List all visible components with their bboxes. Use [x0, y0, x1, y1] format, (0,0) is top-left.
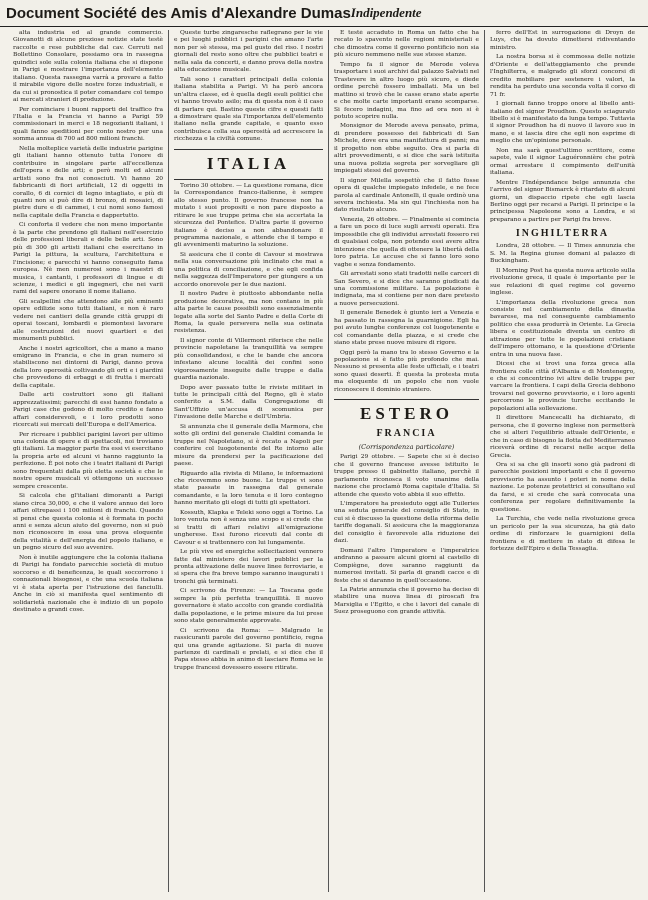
correspondent-note: (Corrispondenza particolare) [358, 443, 455, 452]
section-divider [174, 179, 323, 180]
paragraph: Ci scrivono da Roma: — Malgrado le rassicuranti parole del governo pontificio, regna qui una grande agitazione. Si parla di nuove partenze di cardinali e prelati, e si dice che il Papa stesso abbia in animo di lasciare Roma se le truppe francesi dovessero essere ritirate. [174, 627, 323, 671]
newspaper-masthead: Indipendente [350, 5, 422, 20]
paragraph: Le più vive ed energiche sollecitazioni vennero fatte dal ministero dei lavori pubblici per la pronta attivazione delle nuove linee ferroviarie, e si spera che fra breve tempo saranno inaugurati i tronchi già terminati. [174, 549, 323, 585]
paragraph: Il nostro Padre è piuttosto abbondante nella produzione decorativa, ma non contano in più alta parte le cause possibili sono essenzialmente legate alla sorte del Santo Padre e della Corte di Roma, la quale persevera nella sua ostinata resistenza. [174, 291, 323, 335]
source-watermark: Document Société des Amis d'Alexandre Dumas [6, 4, 351, 22]
paragraph: Riguardo alla rivista di Milano, le informazioni che ricevemmo sono buone. Le truppe vi sono state passate in rassegna dal generale comandante, e la loro tenuta e il loro contegno hanno meritato gli elogi di tutti gli spettatori. [174, 470, 323, 507]
paragraph: alta industria ed al grande commercio. Giovanotti di alcune preziose notizie state testè raccolte e rese pubbliche dal cav. Cerruti nel Bollettino Consolare, possiamo ora in rassegna quindici sole sulla colonia italiana che si dispone in Parigi e mostrare l'importanza dell'elemento italiano. Questa rassegna varrà a provare a fatto il mirabile vigore delle nostre forze industriali, e da cui si pronostica il poter comandare col tempo ai mercati stranieri di produzione. [13, 30, 163, 104]
paragraph: Il signor conte di Villermont riferisce che nelle provincie napoletane la tranquillità va sempre più consolidandosi, e che le bande che ancora infestano alcune località dei confini sono vigorosamente inseguite dalle truppe e dalla guardia nazionale. [174, 337, 323, 382]
paragraph: Si assicura che il conte di Cavour si mostrava nella sua conversazione più inclinato che mai a una politica di conciliazione, e che egli confida nella saggezza dell'Imperatore per giungere a un accordo onorevole per le due nazioni. [174, 251, 323, 288]
paragraph: Parigi 29 ottobre. — Sapete che si è deciso che il governo francese avesse istituito le truppe presso il gabinetto italiano, perchè il parlamento riconosca il voto unanime della nazione che proclamò Roma capitale d'Italia. Si attende che questo voto abbia il suo effetto. [334, 454, 479, 498]
paragraph: Il generale Benedek è giunto ieri a Venezia e ha passato in rassegna la guarnigione. Egli ha poi avuto lunghe conferenze col luogotenente e col comandante della piazza, e si crede che siano state prese nuove misure di rigore. [334, 310, 479, 347]
paragraph: Il Morning Post ha questa nuova articolo sulla rivoluzione greca, il quale è importante per le sue relazioni di quel regime col governo inglese. [490, 267, 635, 297]
paragraph: Oggi però la mano tra lo stesso Governo e la popolazione si è fatto più profondo che mai. Nessuno si presenta alle feste ufficiali, e i teatri sono quasi deserti. È questa la protesta muta ma eloquente di un popolo che non vuole riconoscere il dominio straniero. [334, 349, 479, 393]
paragraph: Il direttore Mancecalli ha dichiarato, di persona, che il governo inglese non permetterà che si alteri l'equilibrio attuale dell'Oriente, e che in caso di bisogno la flotta del Mediterraneo riceverà ordine di recarsi nelle acque della Grecia. [490, 415, 635, 459]
paragraph: Domani l'altro l'imperatore e l'imperatrice andranno a passare alcuni giorni al castello di Compiègne, dove saranno raggiunti da numerosi invitati. Si parla di grandi cacce e di feste che si daranno in quell'occasione. [334, 547, 479, 584]
paragraph: Il signor Milella sospettò che il fatto fosse opera di qualche impiegato infedele, e ne fece parola al cardinale Antonelli, il quale ordinò una severa inchiesta. Ma sin qui l'inchiesta non ha dato risultato alcuno. [334, 177, 479, 214]
section-title-inghilterra: INGHILTERRA [515, 228, 610, 240]
article-columns [8, 30, 640, 892]
paragraph: Per ricreare i pubblici parigini lavori per ultimo una colonia di opere e di spettacoli, noi troviamo gli italiani. La maggior parte fra essi vi esercitano la propria arte ed alcuni vi hanno raggiunto la perfezione. È poi noto che i teatri italiani di Parigi sono frequentati dalla più eletta società e che le nostre opere musicali vi ottengono un successo sempre crescente. [13, 431, 163, 490]
paragraph: ferro dell'Est in surrogazione di Droyn de Luys, che ha dovuto dimettersi ridiventando ministro. [490, 30, 635, 51]
column-2 [168, 30, 328, 892]
section-divider [334, 399, 479, 400]
section-title-italia: ITALIA [206, 153, 291, 173]
paragraph: Venezia, 26 ottobre. — Finalmente si comincia a fare un poco di luce sugli arresti operati. Era impossibile che gli individui arrestati fossero rei di qualsiasi colpa, non potendo essi avere altra intenzione che quella di ottenere la libertà della loro patria. Le accuse che si fanno loro sono vaghe e senza fondamento. [334, 216, 479, 268]
paragraph: La nostra borsa si è commossa delle notizie d'Oriente e dell'atteggiamento che prende l'Inghilterra, e malgrado gli sforzi concorsi di credito mobiliare per sostenere i valori, la rendita ha perduto una seconda volta il corso di 71 fr. [490, 54, 635, 98]
paragraph: Ci scrivono da Firenze: — La Toscana gode sempre la più perfetta tranquillità. Il nuovo governatore è stato accolto con grande cordialità dalla popolazione, e le prime misure da lui prese sono state generalmente approvate. [174, 588, 323, 625]
paragraph: Dopo aver passato tutte le riviste militari in tutte le principali città del Regno, gli è stato conferito a S.M. dalla Congregazione di Sant'Uffizio un'accusa di scomunica per l'invasione delle Marche e dell'Umbria. [174, 384, 323, 421]
paragraph: Per cominciare i buoni rapporti del traffico fra l'Italia e la Francia vi hanno a Parigi 59 commissionari in merci e 18 negozianti italiani, i quali fanno speditioni per conto nostro per una somma annua di 700 ad 800 milioni franchi. [13, 106, 163, 143]
section-title-estero: ESTERO [360, 404, 453, 424]
paragraph: Anche i nostri agricoltori, che a mano a mano emigrano in Francia, e che in gran numero si stabiliscono nei dintorni di Parigi, danno prova della loro operosità coltivando gli orti e i giardini che provvedono di erbaggi e di frutta i mercati della capitale. [13, 345, 163, 389]
paragraph: Ora si sa che gli insorti sono già padroni di parecchie posizioni importanti e che il governo provvisorio ha assunto i poteri in nome della nazione. Le potenze protettrici si consultano sul da farsi, e si crede che sarà convocata una conferenza per regolare definitivamente la questione. [490, 462, 635, 513]
section-divider [174, 149, 323, 150]
paragraph: Non ma sarà quest'ultimo scrittore, come sapete, vale il signor Laguéronnière che potrà ormai arrestare il compimento dell'unità italiana. [490, 147, 635, 177]
paragraph: È testè accaduto in Roma un fatto che ha recato lo spavento nelle regioni ministeriali e che dimostra come il governo pontificio non sia più sicuro nemmeno nelle sue stesse stanze. [334, 30, 479, 59]
paragraph: Si annunzia che il generale della Marmora, che sotto gli ordini del generale Cialdini comanda le truppe nel Napoletano, si è recato a Napoli per conferire col luogotenente del Re intorno alle misure da prendersi per la pacificazione del paese. [174, 423, 323, 468]
paragraph: La Patrie annunzia che il governo ha deciso di stabilire una nuova linea di piroscafi fra Marsiglia e l'Egitto, e che i lavori del canale di Suez proseguono con grande attività. [334, 587, 479, 616]
paragraph: Gli arrestati sono stati tradotti nelle carceri di San Severo, e si dice che saranno giudicati da una commissione militare. La popolazione è indignata, ma si contiene per non dare pretesto a nuove persecuzioni. [334, 271, 479, 307]
paragraph: Mentre l'Indépendance belge annunzia che l'arrivo del signor Bismarck è ritardato di alcuni giorni, un dispaccio ripete che egli lascia Berlino oggi per recarsi a Parigi. Il principe e la principessa Napoleone sono a Londra, e si preparano a partire per Parigi fra breve. [490, 179, 635, 223]
paragraph: L'importanza della rivoluzione greca non consiste nel cambiamento della dinastia bavarese, ma nel conseguente cambiamento politico che essa produrrà in Oriente. La Grecia libera e costituzionale diventa un centro di attrazione per tutte le popolazioni cristiane dell'impero ottomano, e la questione d'Oriente entra in una nuova fase. [490, 299, 635, 358]
paragraph: Non è inutile aggiungere che la colonia italiana di Parigi ha fondato parecchie società di mutuo soccorso e di beneficenza, le quali soccorrono i connazionali bisognosi, e che una scuola italiana vi è stata aperta per l'istruzione dei fanciulli. Anche in ciò si manifesta quel sentimento di solidarietà nazionale che è indizio di un popolo destinato a grandi cose. [13, 554, 163, 613]
paragraph: Dalle arti costruttori sono gli italiani apprezzatissimi; parecchi di essi hanno fondato a Parigi case che godono di molto credito e fanno affari considerevoli, e i loro prodotti sono ricercati sui mercati dell'Europa e dell'America. [13, 392, 163, 429]
paragraph: Ci conforta il vedere che non meno importante è la parte che prendono gli italiani nell'esercizio delle professioni liberali e delle belle arti. Sono più di 300 gli artisti italiani che esercitano in Parigi la pittura, la scultura, l'architettura e l'incisione; e parecchi vi hanno conseguito fama europea. Nè men numerosi sono i maestri di musica, i cantanti, i professori di lingue e di scienze, i medici e gli ingegneri, che nei varii rami del sapere onorano il nome italiano. [13, 222, 163, 296]
page-header [0, 0, 648, 27]
paragraph: L'imperatore ha presieduto oggi alle Tuileries una seduta generale del consiglio di Stato, in cui si è discusso la questione della riforma delle tariffe doganali. Si assicura che la maggioranza del consiglio è favorevole alla riduzione dei dazi. [334, 501, 479, 545]
paragraph: Monsignor de Merode aveva pensato, prima, di prendere possesso dei fabbricati di San Michele, dove era una manifattura di panni; ma il progetto non ebbe seguito. Ora si parla di altri provvedimenti, e si dice che sarà istituita una nuova polizia segreta per sorvegliare gli impiegati stessi del governo. [334, 123, 479, 175]
paragraph: Si calcola che gl'italiani dimoranti a Parigi siano circa 30,000, e che il valore annuo dei loro affari oltrepassi i 100 milioni di franchi. Quando si pensi che questa colonia si è formata in pochi anni e senza alcun aiuto del governo, non si può non riconoscere in essa una prova eloquente della vitalità e dell'energia del popolo italiano, e un pegno sicuro del suo avvenire. [13, 493, 163, 552]
column-1 [8, 30, 168, 892]
paragraph: Tali sono i caratteri principali della colonia italiana stabilita a Parigi. Vi ha però ancora un'altra classe, ed è quella degli esuli politici che vi hanno trovato asilo; ma di questa non è il caso di parlare qui. Bastino queste cifre e questi fatti a dimostrare quale sia l'importanza dell'elemento italiano nella grande capitale, e quanto esso contribuisca colla sua operosità ad accrescere la ricchezza e la civiltà comune. [174, 76, 323, 143]
paragraph: Londra, 28 ottobre. — Il Times annunzia che S. M. la Regina giunse domani al palazzo di Buckingham. [490, 243, 635, 265]
subsection-title-francia: FRANCIA [376, 428, 437, 440]
paragraph: Kossuth, Klapka e Teleki sono oggi a Torino. La loro venuta non è senza uno scopo e si crede che si tratti di affari relativi all'emigrazione ungherese. Essi furono ricevuti dal conte di Cavour e si trattennero con lui lungamente. [174, 509, 323, 546]
column-3 [328, 30, 484, 892]
paragraph: Gli scalpellini che attendono alle più eminenti opere edilizie sono tutti italiani, e non è raro vedere nei cantieri della grande città gruppi di operai toscani, lombardi e piemontesi lavorare alle costruzioni dei nuovi quartieri e dei monumenti pubblici. [13, 298, 163, 343]
paragraph: Nella molteplice varietà delle industrie parigine gli italiani hanno ottenuto tutta l'onore di contribuire in singolare parte all'eccellenza dell'opera e delle arti; e però molti ed alcuni artisti sono fra noi conosciuti. Vi hanno 20 fabbricanti di fiori artificiali, 12 di oggetti in corallo, 6 di cornici di legno intagliato, e più di quanti non si può dire di bronzo, di mosaici, di pietre dure e di cammei, i cui nomi sono famosi nella capitale della Francia e dappertutto. [13, 145, 163, 219]
paragraph: Torino 30 ottobre. — La questione romana, dice la Correspondance franco-italienne, è sempre allo stesso punto. Il governo francese non ha mutato i suoi propositi e non pare disposto a ritirare le sue truppe prima che sia accertata la sicurezza del Pontefice. D'altra parte il governo italiano è deciso a non abbandonare il programma nazionale, e attende che il tempo e gli avvenimenti maturino la soluzione. [174, 182, 323, 249]
paragraph: I giornali fanno troppo onore al libello anti-italiano del signor Proudhon. Questo sciagurato libello si è manifestato da lunga tempo. Tuttavia il signor Proudhon ha di nuovo il lavoro suo in mano, e si lascia dire che egli non esprime di meglio che un'opinione personale. [490, 101, 635, 145]
paragraph: La Turchia, che vede nella rivoluzione greca un pericolo per la sua sicurezza, ha già dato ordine di rinforzare le guarnigioni della frontiera e di mettere in stato di difesa le fortezze dell'Epiro e della Tessaglia. [490, 516, 635, 552]
paragraph: Dicesi che si trovi una forza greca alla frontiera colle città d'Albania e di Montenegro, e che si concentrino ivi altre delle truppe per varcare la frontiera. I capi della Grecia debbono trovarsi nel governo provvisorio, e i loro agenti percorrono le provincie turche eccitando le popolazioni alla sollevazione. [490, 361, 635, 412]
paragraph: Queste turbe zingaresche raflegrano per le vie e pei luoghi pubblici i parigini che amano l'arte non per sè stessa, ma pel gusto del riso. I nostri giornali del resto sono oltre che pubblici teatri e nella sala da concerti, e danno prova della nostra alta educazione musicale. [174, 30, 323, 74]
column-4 [484, 30, 640, 892]
paragraph: Tempo fa il signor de Merode voleva trasportare i suoi archivi dal palazzo Salviati nel Trastevere in altro luogo più sicuro, e diede ordine perchè fossero imballati. Ma un bel mattino si trovò che le casse erano state aperte e che molte carte importanti erano scomparse. Si fecero indagini, ma fino ad ora non si è potuto scoprire nulla. [334, 61, 479, 120]
